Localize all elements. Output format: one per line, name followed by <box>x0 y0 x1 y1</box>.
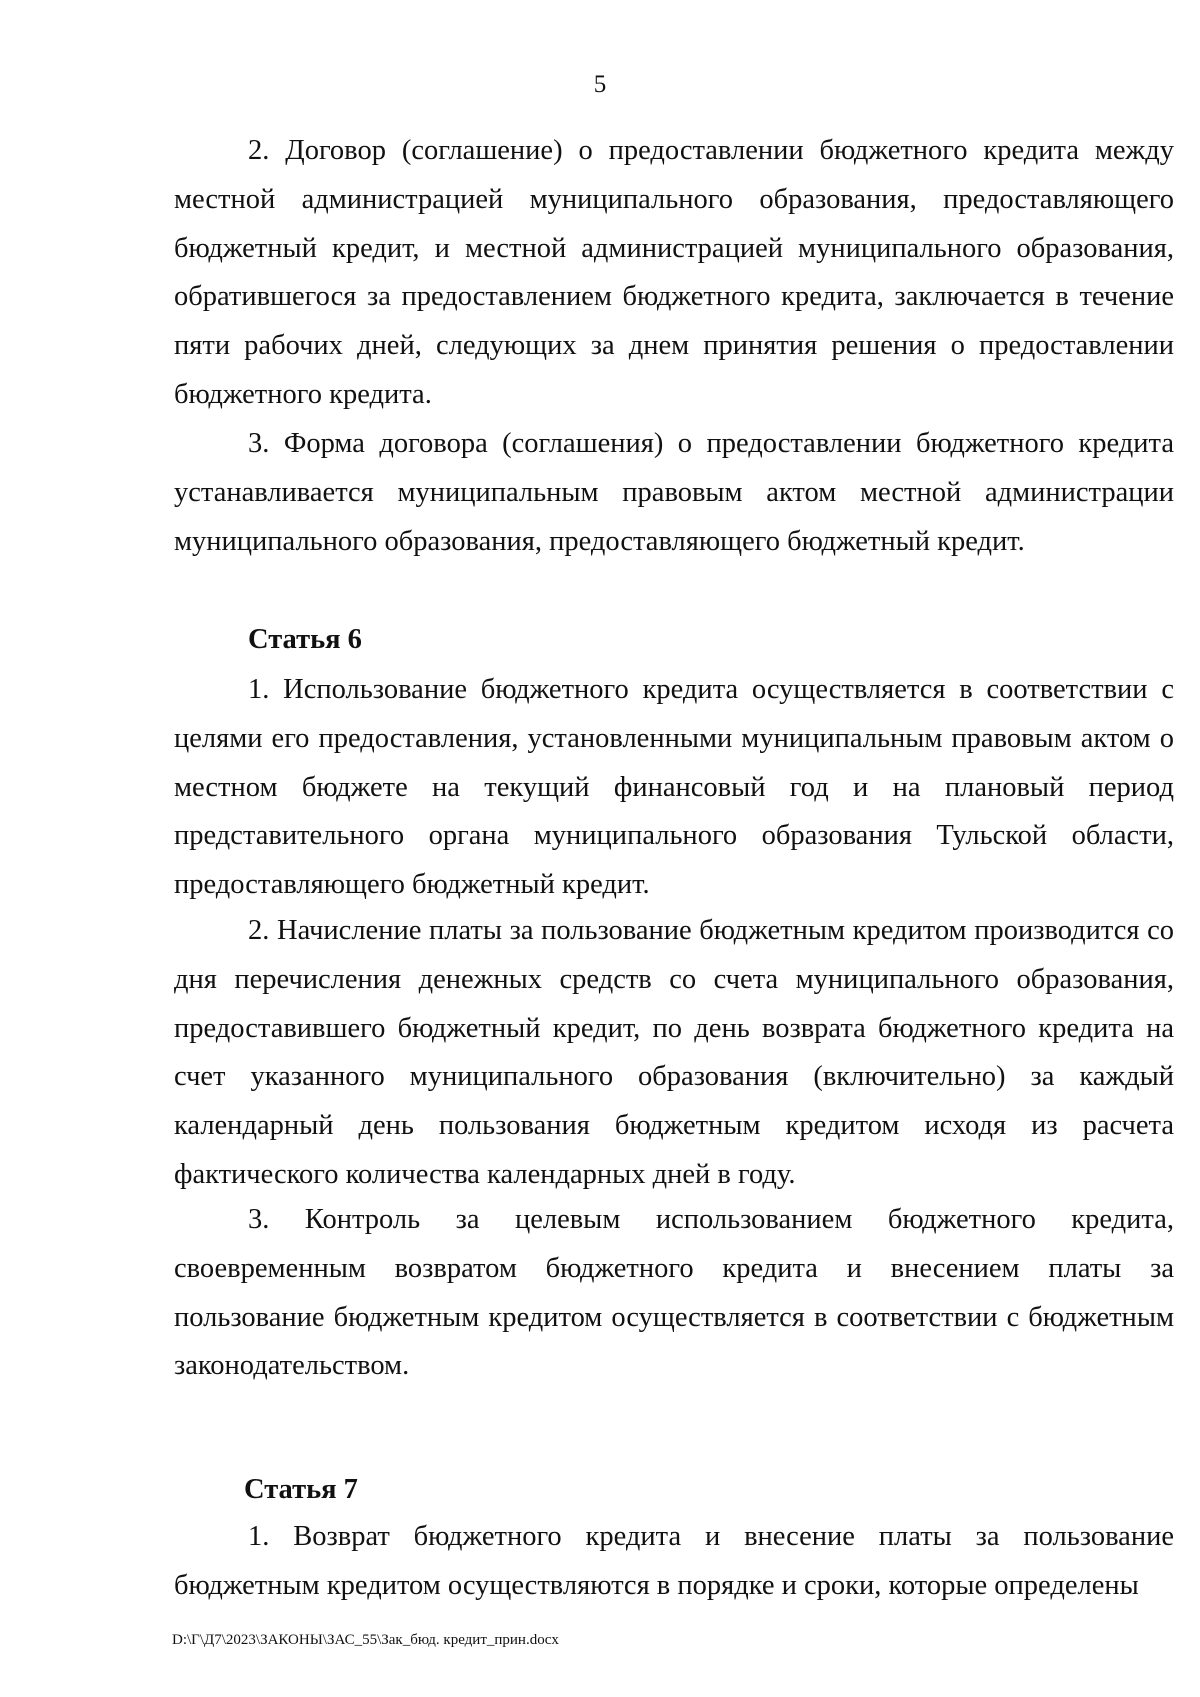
paragraph-contract-conclusion: 2. Договор (соглашение) о предоставлении бюджетного кредита между местной администрацией муниципального образования, предоставляющего бюджетный кредит, и местной администрацией муниципального образования, обратившегося за предоставлением бюджетного кредита, заключается в течение пяти рабочих дней, следующих за днем принятия решения о предоставлении бюджетного кредита. <box>174 135 1174 410</box>
paragraph-contract-form: 3. Форма договора (соглашения) о предоставлении бюджетного кредита устанавливается муниципальным правовым актом местной администрации муниципального образования, предоставляющего бюджетный кредит. <box>174 428 1174 557</box>
paragraph-fee-accrual: 2. Начисление платы за пользование бюджетным кредитом производится со дня перечисления денежных средств со счета муниципального образования, предоставившего бюджетный кредит, по день возврата бюджетного кредита на счет указанного муниципального образования (включительно) за каждый календарный день пользования бюджетным кредитом исходя из расчета фактического количества календарных дней в году. <box>174 915 1174 1190</box>
paragraph-credit-usage: 1. Использование бюджетного кредита осуществляется в соответствии с целями его предоставления, установленными муниципальным правовым актом о местном бюджете на текущий финансовый год и на плановый период представительного органа муниципального образования Тульской области, предоставляющего бюджетный кредит. <box>174 674 1174 901</box>
paragraph-control: 3. Контроль за целевым использованием бюджетного кредита, своевременным возвратом бюджетного кредита и внесением платы за пользование бюджетным кредитом осуществляется в соответствии с бюджетным законодательством. <box>174 1204 1174 1382</box>
paragraph-credit-return: 1. Возврат бюджетного кредита и внесение платы за пользование бюджетным кредитом осуществляются в порядке и сроки, которые определены <box>174 1521 1174 1601</box>
page-number: 5 <box>593 71 607 98</box>
article-6-heading: Статья 6 <box>248 624 362 655</box>
footer-file-path: D:\Г\Д7\2023\ЗАКОНЫ\ЗАС_55\Зак_бюд. кредит_прин.docx <box>172 1632 559 1648</box>
article-7-heading: Статья 7 <box>244 1474 358 1505</box>
